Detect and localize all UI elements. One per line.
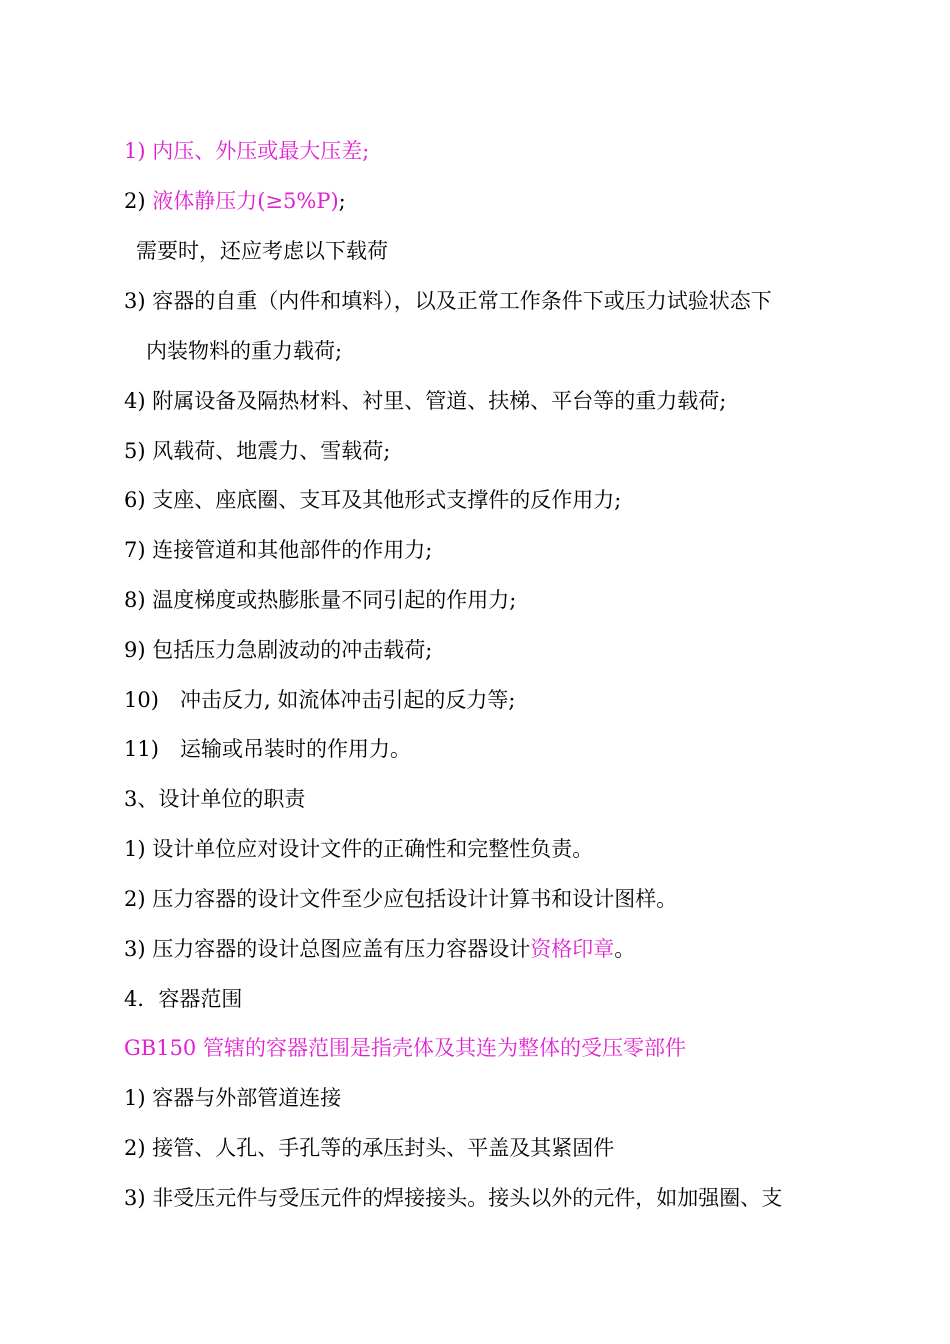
duty-item-3 xyxy=(124,934,635,964)
duty-item-3-text: 3) 压力容器的设计总图应盖有压力容器设计 xyxy=(124,937,531,961)
load-item-2-number: 2) xyxy=(124,189,153,213)
duty-item-3-suffix: 。 xyxy=(614,937,636,961)
load-item-9: 9) 包括压力急剧波动的冲击载荷; xyxy=(124,638,433,662)
additional-loads-heading: 需要时，还应考虑以下载荷 xyxy=(136,239,388,263)
load-item-10 xyxy=(124,685,515,715)
load-item-10-number: 10) xyxy=(124,688,159,712)
scope-item-3: 3) 非受压元件与受压元件的焊接接头。接头以外的元件，如加强圈、支 xyxy=(124,1186,783,1210)
load-item-8: 8) 温度梯度或热膨胀量不同引起的作用力; xyxy=(124,588,517,612)
scope-item-1: 1) 容器与外部管道连接 xyxy=(124,1086,342,1110)
scope-statement: GB150 管辖的容器范围是指壳体及其连为整体的受压零部件 xyxy=(124,1036,686,1060)
load-item-4: 4) 附属设备及隔热材料、衬里、管道、扶梯、平台等的重力载荷; xyxy=(124,389,727,413)
load-item-5: 5) 风载荷、地震力、雪载荷; xyxy=(124,439,391,463)
load-item-2-highlight: 液体静压力(≥5%P) xyxy=(152,189,339,213)
load-item-3: 3) 容器的自重（内件和填料），以及正常工作条件下或压力试验状态下 xyxy=(124,289,772,313)
load-item-2-suffix: ; xyxy=(338,189,346,213)
duty-item-2: 2) 压力容器的设计文件至少应包括设计计算书和设计图样。 xyxy=(124,887,678,911)
duty-item-3-highlight: 资格印章 xyxy=(530,937,615,961)
load-item-11-text: 运输或吊装时的作用力。 xyxy=(180,737,411,761)
section-heading-vessel-scope: 4．容器范围 xyxy=(124,987,243,1011)
load-item-11-number: 11) xyxy=(124,737,159,761)
scope-item-2: 2) 接管、人孔、手孔等的承压封头、平盖及其紧固件 xyxy=(124,1136,615,1160)
load-item-7: 7) 连接管道和其他部件的作用力; xyxy=(124,538,433,562)
load-item-10-text: 冲击反力, 如流体冲击引起的反力等; xyxy=(180,688,516,712)
load-item-3-continuation: 内装物料的重力载荷; xyxy=(146,339,343,363)
section-heading-design-unit: 3、设计单位的职责 xyxy=(124,787,306,811)
load-item-11 xyxy=(124,734,411,764)
load-item-6: 6) 支座、座底圈、支耳及其他形式支撑件的反作用力; xyxy=(124,488,622,512)
load-item-1: 1) 内压、外压或最大压差; xyxy=(124,139,370,163)
load-item-2 xyxy=(124,186,346,216)
duty-item-1: 1) 设计单位应对设计文件的正确性和完整性负责。 xyxy=(124,837,594,861)
